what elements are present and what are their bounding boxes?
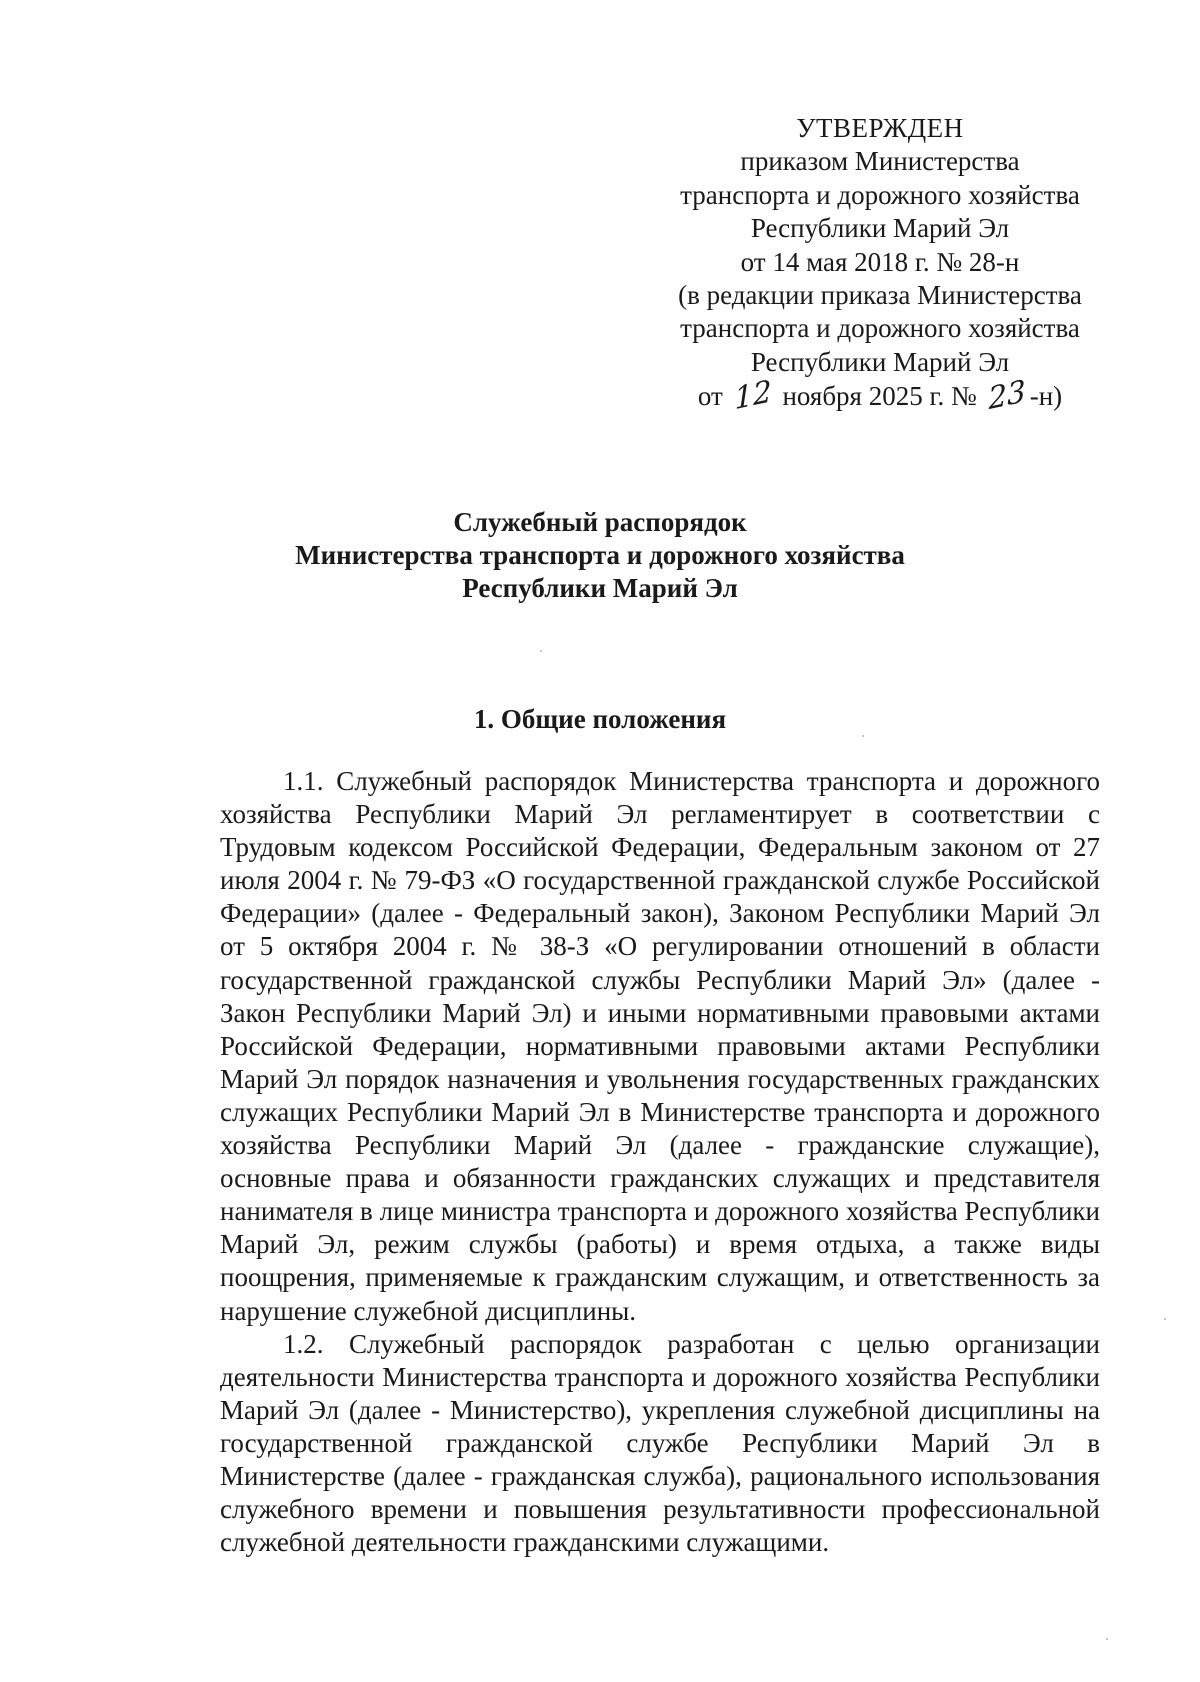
approval-stamp-block	[660, 112, 1100, 418]
handwritten-day: 12	[733, 374, 772, 418]
approval-date-prefix: от	[697, 381, 723, 412]
handwritten-number: 23	[987, 374, 1026, 418]
approval-line-5: (в редакции приказа Министерства	[678, 280, 1082, 311]
approval-date-suffix: -н)	[1029, 381, 1063, 412]
title-line-1: Служебный распорядок	[453, 507, 747, 537]
paragraph-1-1: 1.1. Служебный распорядок Министерства транспорта и дорожного хозяйства Республики Марий Эл регламентирует в соответствии с Трудовым кодексом Российской Федерации, Федеральным законом от 27 июля 2004 г. № 79-ФЗ «О государственной гражданской службе Российской Федерации» (далее - Федеральный закон), Законом Республики Марий Эл от 5 октября 2004 г. № 38-З «О регулировании отношений в области государственной гражданской службы Республики Марий Эл» (далее - Закон Республики Марий Эл) и иными нормативными правовыми актами Российской Федерации, нормативными правовыми актами Республики Марий Эл порядок назначения и увольнения государственных гражданских служащих Республики Марий Эл в Министерстве транспорта и дорожного хозяйства Республики Марий Эл (далее - гражданские служащие), основные права и обязанности гражданских служащих и представителя нанимателя в лице министра транспорта и дорожного хозяйства Республики Марий Эл, режим службы (работы) и время отдыха, а также виды поощрения, применяемые к гражданским служащим, и ответственность за нарушение служебной дисциплины.	[220, 766, 1100, 1326]
approval-line-4: от 14 мая 2018 г. № 28-н	[740, 246, 1020, 277]
scan-speck	[1106, 1638, 1108, 1640]
approval-line-1: приказом Министерства	[740, 146, 1020, 177]
scan-speck	[1164, 1318, 1166, 1320]
title-line-3: Республики Марий Эл	[462, 573, 738, 603]
approval-date-middle: ноября 2025 г. №	[782, 381, 977, 412]
approval-date-line	[660, 374, 1100, 418]
scan-speck	[540, 650, 542, 652]
approval-line-7: Республики Марий Эл	[750, 346, 1010, 377]
approval-line-2: транспорта и дорожного хозяйства	[680, 179, 1080, 210]
section-1-heading: 1. Общие положения	[473, 704, 727, 734]
section-1-body	[220, 765, 1100, 1559]
approval-line-3: Республики Марий Эл	[750, 213, 1010, 244]
title-line-2: Министерства транспорта и дорожного хозяйства	[295, 540, 905, 570]
approval-heading: УТВЕРЖДЕН	[796, 113, 964, 143]
paragraph-1-2: 1.2. Служебный распорядок разработан с целью организации деятельности Министерства транспорта и дорожного хозяйства Республики Марий Эл (далее - Министерство), укрепления служебной дисциплины на государственной гражданской службе Республики Марий Эл в Министерстве (далее - гражданская служба), рационального использования служебного времени и повышения результативности профессиональной служебной деятельности гражданскими служащими.	[220, 1328, 1100, 1558]
approval-line-6: транспорта и дорожного хозяйства	[680, 313, 1080, 344]
scan-speck	[862, 735, 864, 737]
document-title	[0, 506, 1200, 605]
